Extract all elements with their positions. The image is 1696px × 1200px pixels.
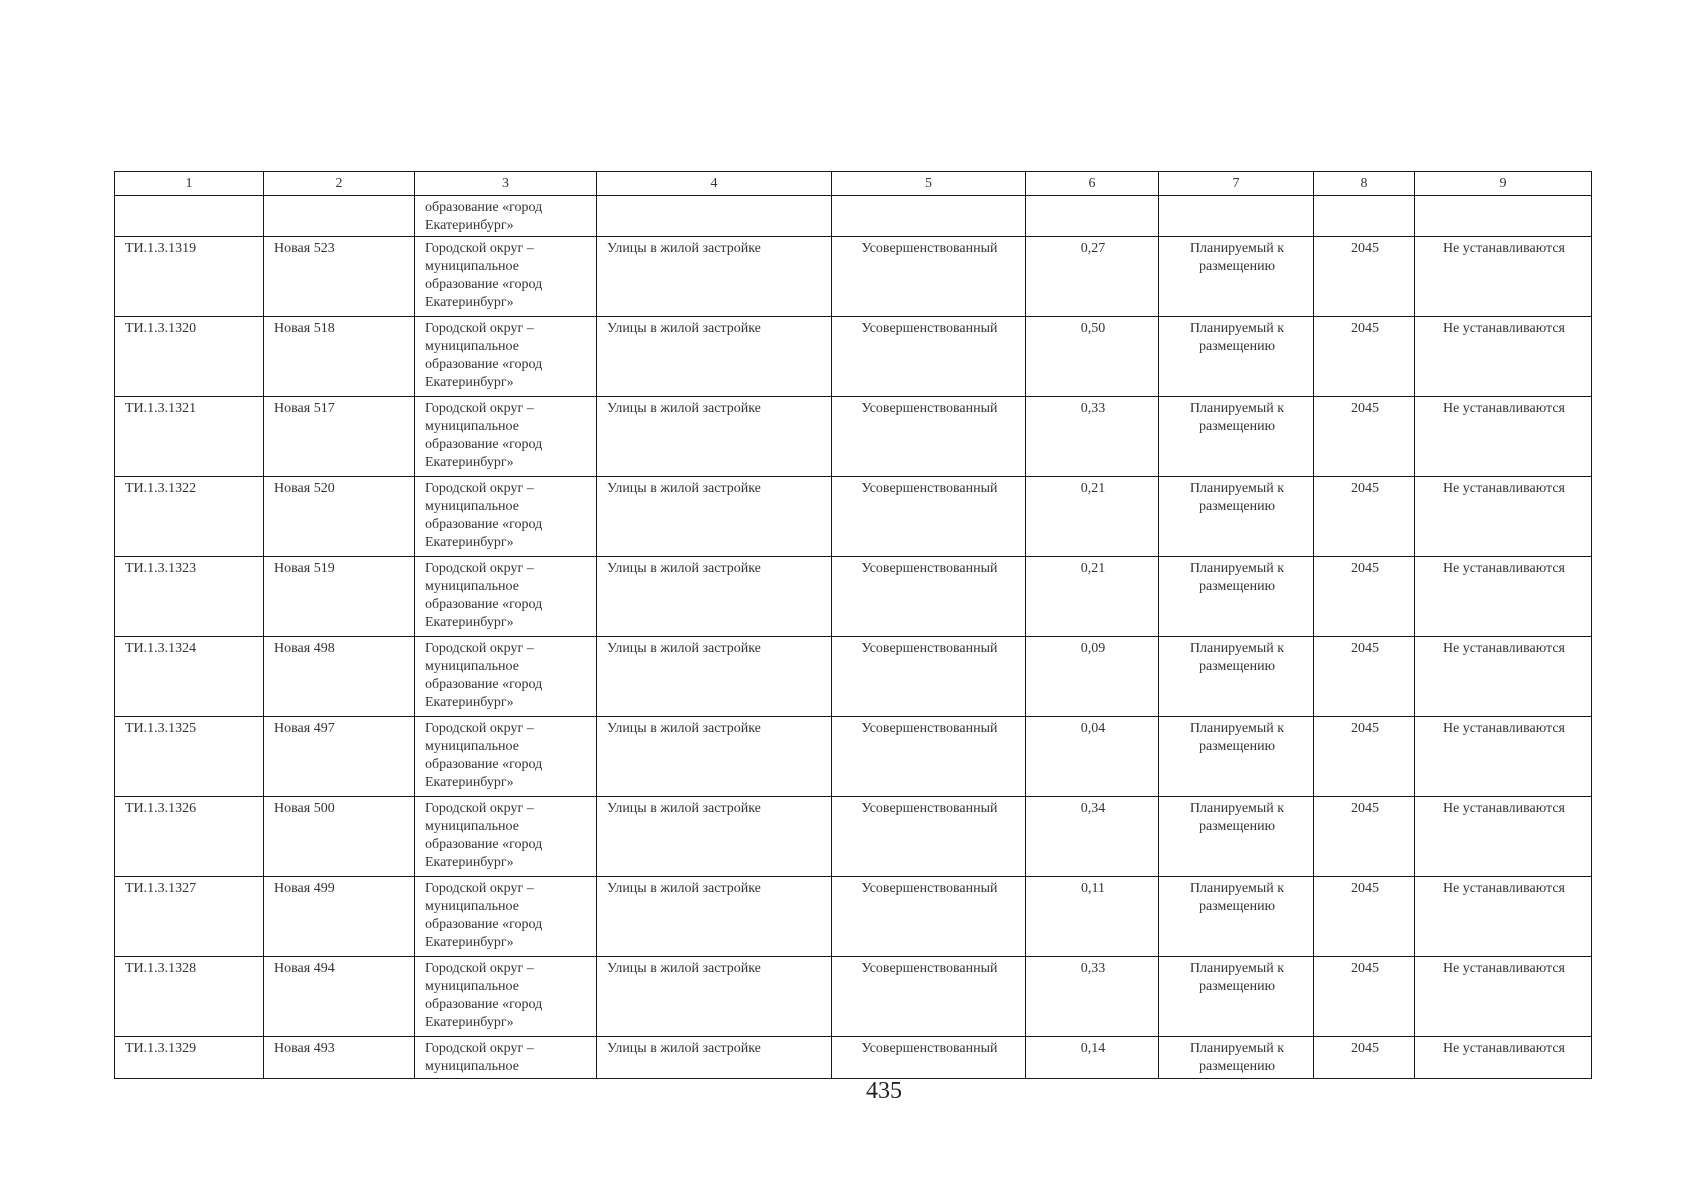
cell-zones: Не устанавливаются bbox=[1415, 797, 1592, 877]
cell-status: Планируемый к размещению bbox=[1159, 237, 1314, 317]
cell-id: ТИ.1.3.1327 bbox=[115, 877, 264, 957]
municipality-line: Городской округ – bbox=[425, 481, 534, 496]
municipality-line: Городской округ – bbox=[425, 561, 534, 576]
cell-year: 2045 bbox=[1314, 877, 1415, 957]
municipality-line: образование «город bbox=[425, 997, 543, 1012]
municipality-line: образование «город bbox=[425, 757, 543, 772]
cell-year: 2045 bbox=[1314, 317, 1415, 397]
cell-status: Планируемый к размещению bbox=[1159, 1037, 1314, 1079]
cell-pavement: Усовершенствованный bbox=[832, 237, 1026, 317]
cell-length: 0,21 bbox=[1026, 557, 1159, 637]
table-row bbox=[115, 877, 1592, 957]
cell-type: Улицы в жилой застройке bbox=[597, 557, 832, 637]
cell-pavement: Усовершенствованный bbox=[832, 1037, 1026, 1079]
municipality-line: Городской округ – bbox=[425, 801, 534, 816]
municipality-line: муниципальное bbox=[425, 499, 519, 514]
continuation-row bbox=[115, 196, 1592, 237]
cell-pavement: Усовершенствованный bbox=[832, 877, 1026, 957]
municipality-line: Екатеринбург» bbox=[425, 375, 514, 390]
municipality-line: Городской округ – bbox=[425, 241, 534, 256]
municipality-line: Городской округ – bbox=[425, 641, 534, 656]
cell-year: 2045 bbox=[1314, 477, 1415, 557]
cell-status: Планируемый к размещению bbox=[1159, 637, 1314, 717]
cell-year: 2045 bbox=[1314, 717, 1415, 797]
table-row bbox=[115, 637, 1592, 717]
municipality-line: Екатеринбург» bbox=[425, 775, 514, 790]
municipality-line: муниципальное bbox=[425, 579, 519, 594]
municipality-line: Городской округ – bbox=[425, 881, 534, 896]
cell-pavement: Усовершенствованный bbox=[832, 477, 1026, 557]
cell-id: ТИ.1.3.1326 bbox=[115, 797, 264, 877]
cell-status: Планируемый к размещению bbox=[1159, 557, 1314, 637]
cell-status: Планируемый к размещению bbox=[1159, 797, 1314, 877]
cell-status: Планируемый к размещению bbox=[1159, 717, 1314, 797]
cell-zones: Не устанавливаются bbox=[1415, 557, 1592, 637]
table-row bbox=[115, 717, 1592, 797]
cell-year: 2045 bbox=[1314, 397, 1415, 477]
municipality-line: муниципальное bbox=[425, 419, 519, 434]
page-number: 435 bbox=[866, 1078, 902, 1104]
cell-id: ТИ.1.3.1322 bbox=[115, 477, 264, 557]
cell-length: 0,27 bbox=[1026, 237, 1159, 317]
cell-pavement: Усовершенствованный bbox=[832, 637, 1026, 717]
municipality-line: Городской округ – bbox=[425, 1041, 534, 1056]
table-row bbox=[115, 317, 1592, 397]
cell-id: ТИ.1.3.1320 bbox=[115, 317, 264, 397]
cell-status: Планируемый к размещению bbox=[1159, 317, 1314, 397]
cell-zones: Не устанавливаются bbox=[1415, 717, 1592, 797]
cell-zones: Не устанавливаются bbox=[1415, 957, 1592, 1037]
table-row bbox=[115, 1037, 1592, 1079]
table-row bbox=[115, 237, 1592, 317]
cell-pavement: Усовершенствованный bbox=[832, 717, 1026, 797]
cell-type: Улицы в жилой застройке bbox=[597, 637, 832, 717]
table-header-row bbox=[115, 172, 1592, 196]
column-number-1: 1 bbox=[115, 172, 264, 196]
cell-year: 2045 bbox=[1314, 557, 1415, 637]
cell-id: ТИ.1.3.1321 bbox=[115, 397, 264, 477]
cell-name: Новая 498 bbox=[264, 637, 415, 717]
table-row bbox=[115, 477, 1592, 557]
cell-zones: Не устанавливаются bbox=[1415, 237, 1592, 317]
cell-status: Планируемый к размещению bbox=[1159, 397, 1314, 477]
cell-length: 0,33 bbox=[1026, 957, 1159, 1037]
column-number-7: 7 bbox=[1159, 172, 1314, 196]
column-number-4: 4 bbox=[597, 172, 832, 196]
municipality-line: муниципальное bbox=[425, 339, 519, 354]
cell-name: Новая 494 bbox=[264, 957, 415, 1037]
cell-name: Новая 493 bbox=[264, 1037, 415, 1079]
cell-municipality bbox=[415, 637, 597, 717]
cell-id: ТИ.1.3.1329 bbox=[115, 1037, 264, 1079]
cell-type: Улицы в жилой застройке bbox=[597, 797, 832, 877]
cell-id: ТИ.1.3.1324 bbox=[115, 637, 264, 717]
cell-zones: Не устанавливаются bbox=[1415, 877, 1592, 957]
municipality-line: Екатеринбург» bbox=[425, 535, 514, 550]
municipality-line: Городской округ – bbox=[425, 721, 534, 736]
municipality-line: образование «город bbox=[425, 597, 543, 612]
cell-type: Улицы в жилой застройке bbox=[597, 877, 832, 957]
cell-municipality-continued bbox=[415, 196, 597, 237]
cell-type: Улицы в жилой застройке bbox=[597, 1037, 832, 1079]
municipality-line: Екатеринбург» bbox=[425, 695, 514, 710]
municipality-line: Екатеринбург» bbox=[425, 855, 514, 870]
cell-id: ТИ.1.3.1328 bbox=[115, 957, 264, 1037]
municipality-line: муниципальное bbox=[425, 819, 519, 834]
cell-type: Улицы в жилой застройке bbox=[597, 397, 832, 477]
cell-name: Новая 517 bbox=[264, 397, 415, 477]
municipality-line: Екатеринбург» bbox=[425, 218, 514, 233]
cell-zones: Не устанавливаются bbox=[1415, 1037, 1592, 1079]
cell-length: 0,21 bbox=[1026, 477, 1159, 557]
cell-length: 0,09 bbox=[1026, 637, 1159, 717]
cell-type: Улицы в жилой застройке bbox=[597, 717, 832, 797]
municipality-line: муниципальное bbox=[425, 259, 519, 274]
cell-status: Планируемый к размещению bbox=[1159, 877, 1314, 957]
cell-municipality bbox=[415, 397, 597, 477]
cell-empty bbox=[597, 196, 832, 237]
municipality-line: образование «город bbox=[425, 677, 543, 692]
column-number-2: 2 bbox=[264, 172, 415, 196]
cell-empty bbox=[1415, 196, 1592, 237]
municipality-line: муниципальное bbox=[425, 659, 519, 674]
table-row bbox=[115, 397, 1592, 477]
table-row bbox=[115, 557, 1592, 637]
cell-id: ТИ.1.3.1325 bbox=[115, 717, 264, 797]
cell-name: Новая 520 bbox=[264, 477, 415, 557]
cell-municipality bbox=[415, 957, 597, 1037]
cell-type: Улицы в жилой застройке bbox=[597, 237, 832, 317]
cell-name: Новая 518 bbox=[264, 317, 415, 397]
cell-id: ТИ.1.3.1319 bbox=[115, 237, 264, 317]
cell-status: Планируемый к размещению bbox=[1159, 477, 1314, 557]
municipality-line: образование «город bbox=[425, 277, 543, 292]
cell-type: Улицы в жилой застройке bbox=[597, 477, 832, 557]
cell-zones: Не устанавливаются bbox=[1415, 477, 1592, 557]
cell-type: Улицы в жилой застройке bbox=[597, 317, 832, 397]
cell-year: 2045 bbox=[1314, 1037, 1415, 1079]
municipality-line: образование «город bbox=[425, 437, 543, 452]
cell-pavement: Усовершенствованный bbox=[832, 317, 1026, 397]
cell-zones: Не устанавливаются bbox=[1415, 397, 1592, 477]
cell-length: 0,34 bbox=[1026, 797, 1159, 877]
cell-municipality bbox=[415, 557, 597, 637]
municipality-line: Екатеринбург» bbox=[425, 455, 514, 470]
cell-year: 2045 bbox=[1314, 957, 1415, 1037]
cell-name: Новая 523 bbox=[264, 237, 415, 317]
municipality-line: Городской округ – bbox=[425, 321, 534, 336]
cell-name: Новая 519 bbox=[264, 557, 415, 637]
column-number-3: 3 bbox=[415, 172, 597, 196]
cell-municipality bbox=[415, 317, 597, 397]
column-number-8: 8 bbox=[1314, 172, 1415, 196]
cell-type: Улицы в жилой застройке bbox=[597, 957, 832, 1037]
column-number-5: 5 bbox=[832, 172, 1026, 196]
cell-length: 0,04 bbox=[1026, 717, 1159, 797]
cell-municipality bbox=[415, 877, 597, 957]
cell-name: Новая 497 bbox=[264, 717, 415, 797]
cell-pavement: Усовершенствованный bbox=[832, 957, 1026, 1037]
municipality-line: муниципальное bbox=[425, 739, 519, 754]
cell-zones: Не устанавливаются bbox=[1415, 317, 1592, 397]
municipality-line: образование «город bbox=[425, 917, 543, 932]
cell-empty bbox=[1159, 196, 1314, 237]
municipality-line: Екатеринбург» bbox=[425, 935, 514, 950]
municipality-line: муниципальное bbox=[425, 899, 519, 914]
cell-municipality bbox=[415, 1037, 597, 1079]
cell-empty bbox=[115, 196, 264, 237]
cell-zones: Не устанавливаются bbox=[1415, 637, 1592, 717]
municipality-line: Екатеринбург» bbox=[425, 1015, 514, 1030]
cell-empty bbox=[1026, 196, 1159, 237]
cell-year: 2045 bbox=[1314, 797, 1415, 877]
column-number-9: 9 bbox=[1415, 172, 1592, 196]
municipality-line: образование «город bbox=[425, 200, 543, 215]
municipality-line: образование «город bbox=[425, 517, 543, 532]
municipality-line: Екатеринбург» bbox=[425, 615, 514, 630]
table-row bbox=[115, 957, 1592, 1037]
cell-length: 0,14 bbox=[1026, 1037, 1159, 1079]
municipality-line: Городской округ – bbox=[425, 961, 534, 976]
cell-length: 0,50 bbox=[1026, 317, 1159, 397]
municipality-line: муниципальное bbox=[425, 979, 519, 994]
cell-municipality bbox=[415, 477, 597, 557]
infrastructure-table bbox=[114, 171, 1592, 1079]
cell-municipality bbox=[415, 717, 597, 797]
cell-pavement: Усовершенствованный bbox=[832, 397, 1026, 477]
cell-empty bbox=[1314, 196, 1415, 237]
municipality-line: Городской округ – bbox=[425, 401, 534, 416]
column-number-6: 6 bbox=[1026, 172, 1159, 196]
municipality-line: образование «город bbox=[425, 357, 543, 372]
cell-status: Планируемый к размещению bbox=[1159, 957, 1314, 1037]
cell-municipality bbox=[415, 237, 597, 317]
municipality-line: муниципальное bbox=[425, 1059, 519, 1074]
municipality-line: образование «город bbox=[425, 837, 543, 852]
municipality-line: Екатеринбург» bbox=[425, 295, 514, 310]
cell-length: 0,11 bbox=[1026, 877, 1159, 957]
cell-year: 2045 bbox=[1314, 637, 1415, 717]
cell-municipality bbox=[415, 797, 597, 877]
cell-year: 2045 bbox=[1314, 237, 1415, 317]
table-row bbox=[115, 797, 1592, 877]
cell-length: 0,33 bbox=[1026, 397, 1159, 477]
cell-id: ТИ.1.3.1323 bbox=[115, 557, 264, 637]
cell-empty bbox=[832, 196, 1026, 237]
cell-empty bbox=[264, 196, 415, 237]
cell-name: Новая 500 bbox=[264, 797, 415, 877]
cell-pavement: Усовершенствованный bbox=[832, 797, 1026, 877]
cell-pavement: Усовершенствованный bbox=[832, 557, 1026, 637]
cell-name: Новая 499 bbox=[264, 877, 415, 957]
